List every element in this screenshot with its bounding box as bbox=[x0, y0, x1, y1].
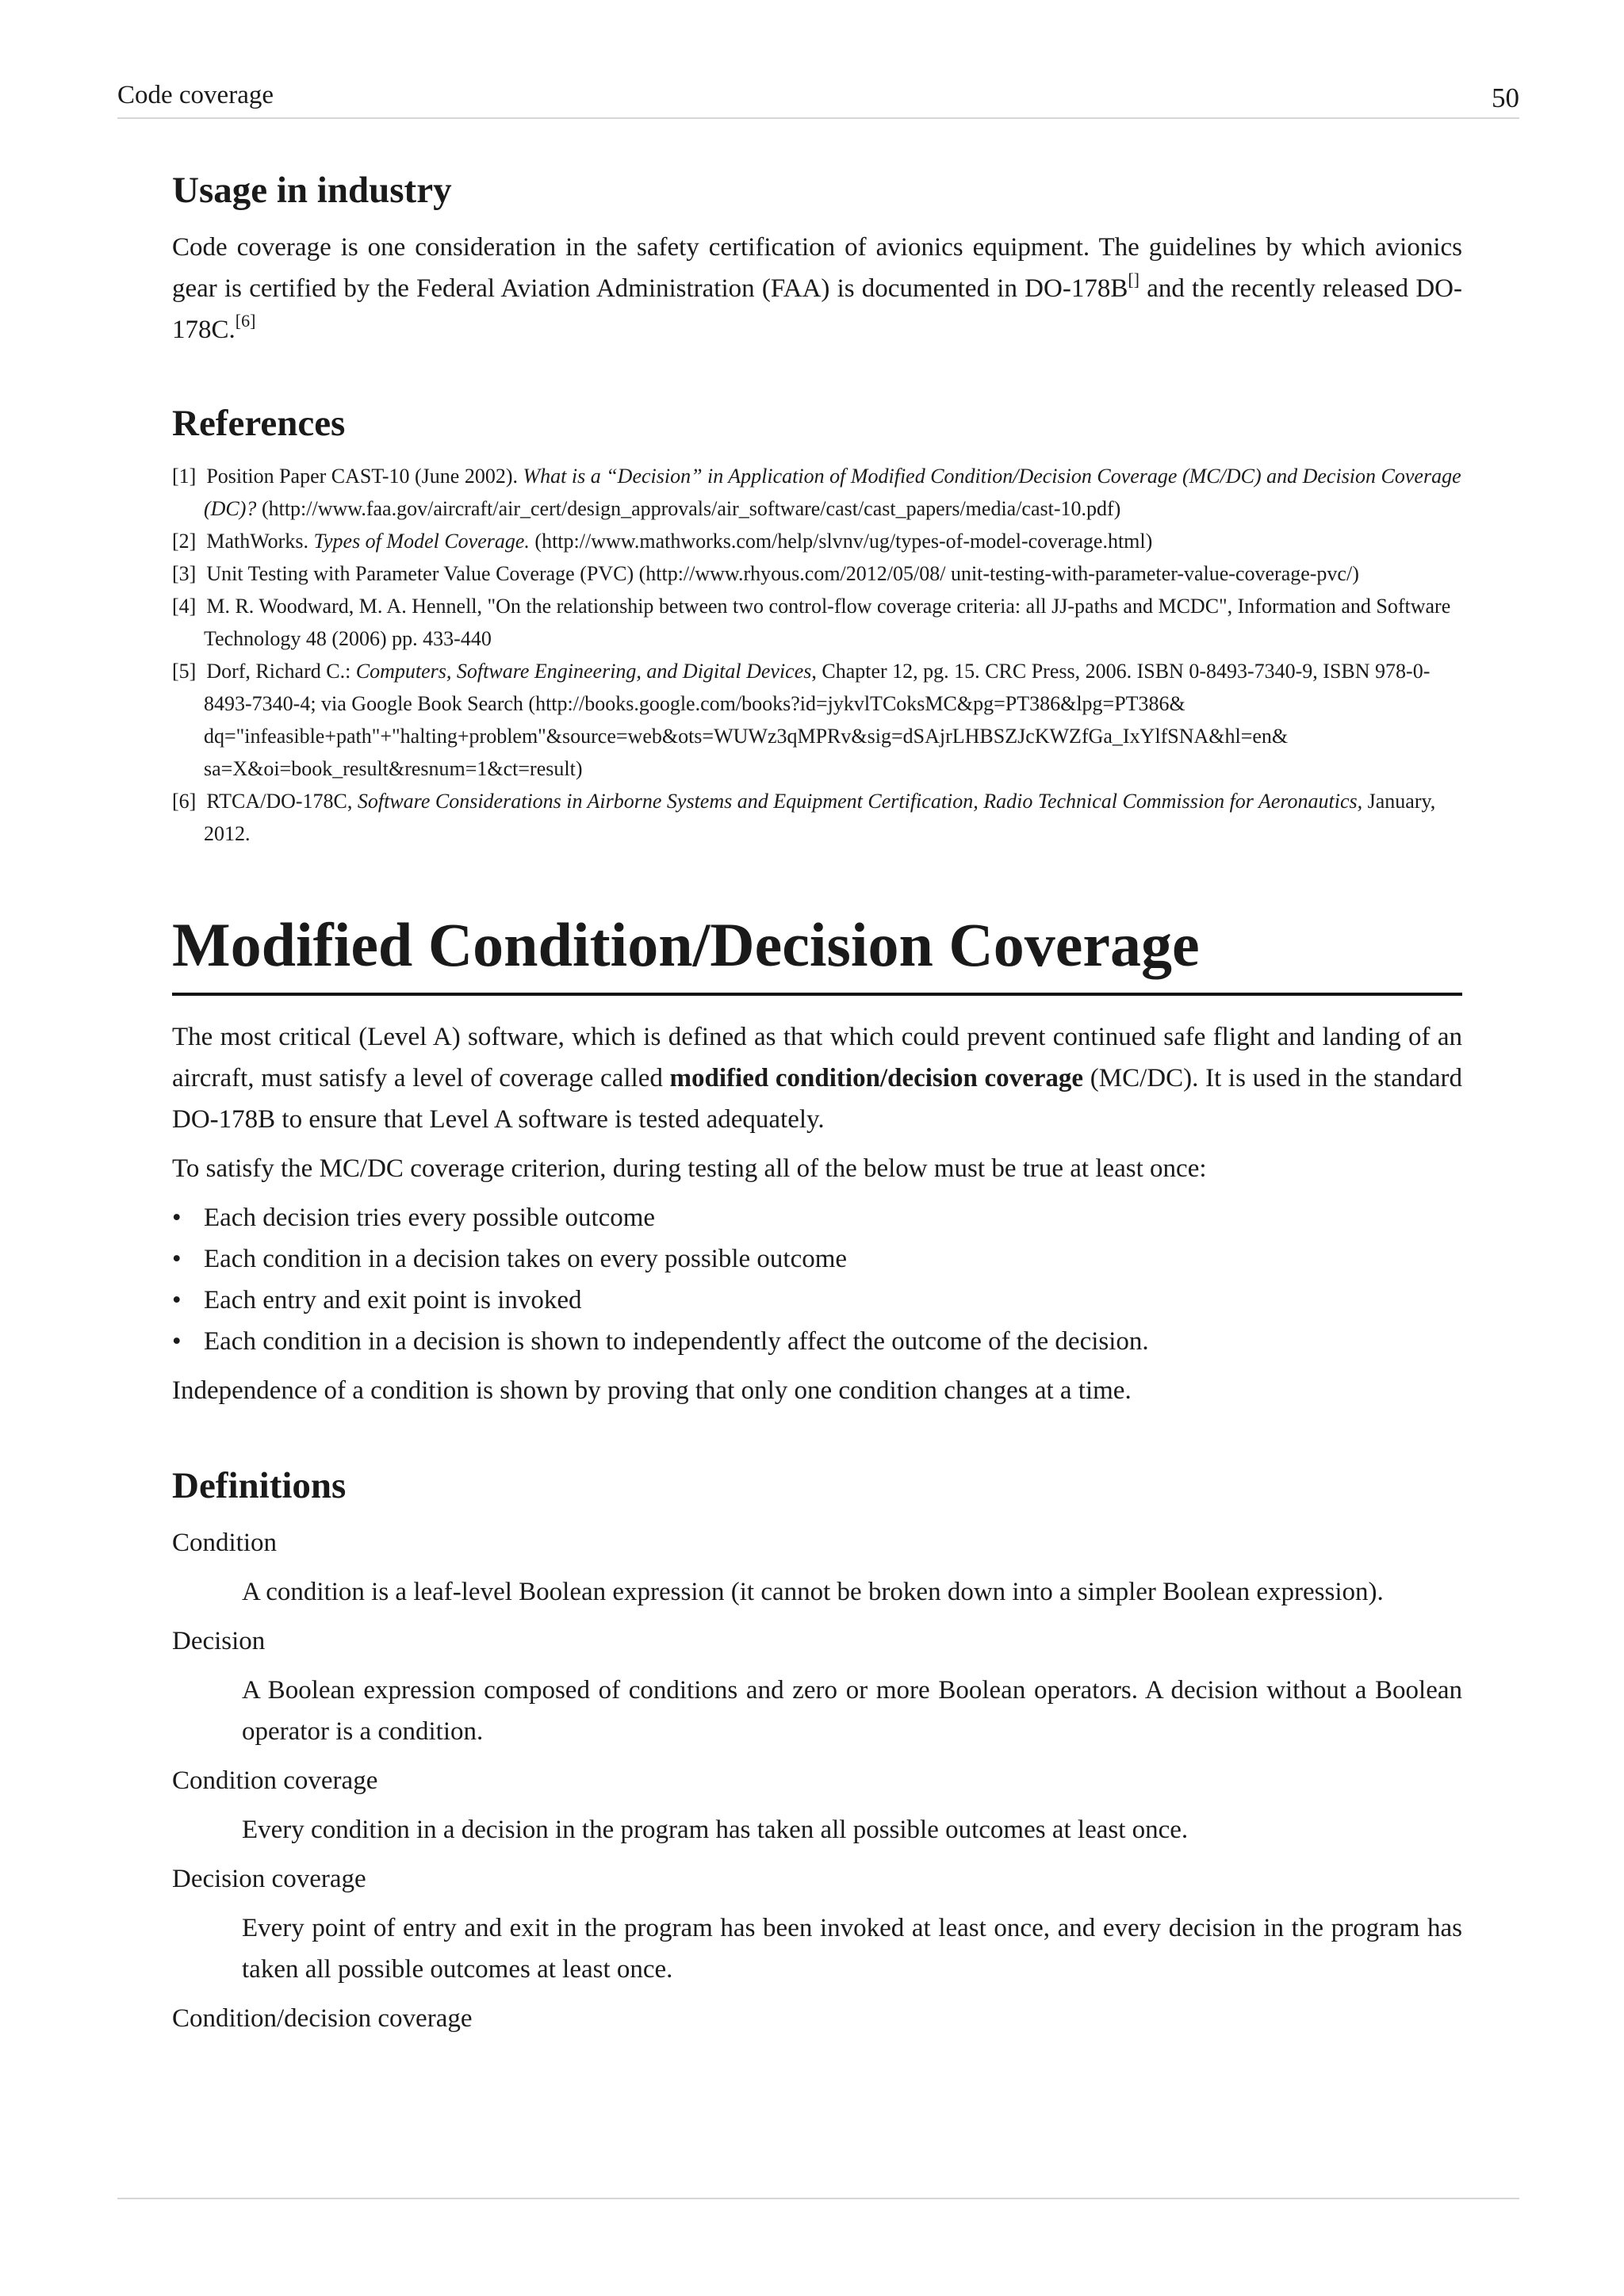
reference-title: What is a “Decision” in Application of Modified Condition/Decision Coverage (MC/DC) and Decision Coverage (DC)? bbox=[204, 465, 1461, 520]
reference-text: Position Paper CAST-10 (June 2002). bbox=[206, 465, 523, 488]
reference-item bbox=[172, 785, 1462, 850]
list-item bbox=[172, 1197, 1462, 1238]
reference-link[interactable]: Unit Testing with Parameter Value Coverage (PVC) (http://www.rhyous.com/2012/05/08/ unit-testing-with-parameter-value-coverage-pvc/) bbox=[206, 562, 1359, 585]
independence-paragraph: Independence of a condition is shown by proving that only one condition changes at a time. bbox=[172, 1376, 1132, 1405]
mcdc-body bbox=[172, 1016, 1462, 1411]
definitions-section bbox=[172, 1462, 1462, 2039]
citation-link-6[interactable]: [6] bbox=[235, 311, 256, 331]
criteria-list bbox=[172, 1197, 1462, 1362]
reference-title: Computers, Software Engineering, and Digital Devices bbox=[355, 660, 812, 683]
bullet-glyph: • bbox=[172, 1203, 182, 1232]
list-item bbox=[172, 1280, 1462, 1321]
definitions-list bbox=[172, 1522, 1462, 2039]
running-header-title: Code coverage bbox=[117, 81, 274, 109]
reference-item bbox=[172, 590, 1462, 655]
intro-text: (MC/DC). It is used in the standard DO-178B to ensure that Level A software is tested adequately. bbox=[172, 1064, 1463, 1134]
definition-description: Every point of entry and exit in the program has been invoked at least once, and every decision in the program has taken all possible outcomes at least once. bbox=[242, 1914, 1462, 1984]
mcdc-intro-paragraph bbox=[172, 1016, 1462, 1140]
article-title: Modified Condition/Decision Coverage bbox=[172, 907, 1462, 996]
bullet-glyph: • bbox=[172, 1286, 182, 1314]
usage-text-2: and the recently released DO-178C. bbox=[172, 274, 1462, 344]
definitions-heading: Definitions bbox=[172, 1465, 347, 1506]
intro-bold-term: modified condition/decision coverage bbox=[669, 1064, 1084, 1093]
reference-title: Software Considerations in Airborne Systems and Equipment Certification, Radio Technical Commission for Aeronautics, bbox=[357, 790, 1363, 813]
reference-item bbox=[172, 557, 1462, 590]
definition-term: Decision coverage bbox=[172, 1865, 366, 1893]
reference-link[interactable]: (http://www.faa.gov/aircraft/air_cert/design_approvals/air_software/cast/cast_papers/media/cast-10.pdf) bbox=[256, 497, 1121, 520]
reference-number: [3] bbox=[172, 562, 197, 585]
reference-link[interactable]: , Chapter 12, pg. 15. CRC Press, 2006. ISBN 0-8493-7340-9, ISBN 978-0-8493-7340-4; via Google Book Search (http://books.google.com/books?id=jykvlTCoksMC&pg=PT386&lpg=PT386& dq="infeasible+path"+"halting+problem"&source=web&ots=WUWz3qMPRv&sig=dSAjrLHBSZJcKWZfGa_IxYlfSNA&hl=en& sa=X&oi=book_result&resnum=1&ct=result) bbox=[204, 660, 1431, 780]
reference-number: [4] bbox=[172, 595, 197, 618]
page-header bbox=[117, 79, 1519, 119]
reference-text: M. R. Woodward, M. A. Hennell, "On the relationship between two control-flow coverage criteria: all JJ-paths and MCDC", Information and Software Technology 48 (2006) pp. 433-440 bbox=[204, 595, 1451, 650]
reference-number: [6] bbox=[172, 790, 197, 813]
definition-term: Condition coverage bbox=[172, 1766, 378, 1795]
references-list bbox=[172, 460, 1462, 850]
intro-text: The most critical (Level A) software, which is defined as that which could prevent continued safe flight and landing of an aircraft, must satisfy a level of coverage called bbox=[172, 1023, 1462, 1093]
mcdc-section bbox=[172, 907, 1462, 1411]
usage-text-1: Code coverage is one consideration in the safety certification of avionics equipment. The guidelines by which avionics gear is certified by the Federal Aviation Administration (FAA) is documented in DO-178B bbox=[172, 233, 1462, 303]
bullet-glyph: • bbox=[172, 1327, 182, 1356]
definition-term: Decision bbox=[172, 1627, 266, 1655]
reference-item bbox=[172, 525, 1462, 557]
usage-in-industry-section bbox=[172, 166, 1462, 350]
definition-description: Every condition in a decision in the program has taken all possible outcomes at least once. bbox=[242, 1816, 1189, 1844]
page-footer-rule bbox=[117, 2198, 1519, 2199]
reference-title: Types of Model Coverage. bbox=[313, 530, 530, 553]
list-item-text: Each entry and exit point is invoked bbox=[204, 1286, 582, 1314]
reference-text: Dorf, Richard C.: bbox=[206, 660, 356, 683]
definition-description: A Boolean expression composed of conditions and zero or more Boolean operators. A decision without a Boolean operator is a condition. bbox=[242, 1676, 1462, 1746]
citation-link-blank[interactable]: [] bbox=[1128, 270, 1139, 289]
list-item bbox=[172, 1238, 1462, 1280]
usage-heading: Usage in industry bbox=[172, 170, 452, 211]
usage-paragraph bbox=[172, 227, 1462, 350]
list-item bbox=[172, 1321, 1462, 1362]
criterion-paragraph: To satisfy the MC/DC coverage criterion, during testing all of the below must be true at least once: bbox=[172, 1154, 1207, 1183]
references-section bbox=[172, 400, 1462, 850]
reference-link[interactable]: (http://www.mathworks.com/help/slvnv/ug/types-of-model-coverage.html) bbox=[529, 530, 1153, 553]
reference-text: MathWorks. bbox=[206, 530, 314, 553]
reference-number: [1] bbox=[172, 465, 197, 488]
page-number: 50 bbox=[1492, 82, 1519, 113]
list-item-text: Each decision tries every possible outcome bbox=[204, 1203, 656, 1232]
list-item-text: Each condition in a decision takes on every possible outcome bbox=[204, 1245, 848, 1273]
reference-text: RTCA/DO-178C, bbox=[206, 790, 358, 813]
list-item-text: Each condition in a decision is shown to independently affect the outcome of the decision. bbox=[204, 1327, 1149, 1356]
reference-item bbox=[172, 655, 1462, 785]
definition-description: A condition is a leaf-level Boolean expression (it cannot be broken down into a simpler Boolean expression). bbox=[242, 1578, 1384, 1606]
reference-text: January, 2012. bbox=[204, 790, 1436, 845]
bullet-glyph: • bbox=[172, 1245, 182, 1273]
reference-number: [2] bbox=[172, 530, 197, 553]
definition-term: Condition bbox=[172, 1529, 278, 1557]
reference-number: [5] bbox=[172, 660, 197, 683]
references-heading: References bbox=[172, 403, 346, 444]
definition-term: Condition/decision coverage bbox=[172, 2004, 473, 2033]
page-content bbox=[172, 159, 1462, 2047]
reference-item bbox=[172, 460, 1462, 525]
